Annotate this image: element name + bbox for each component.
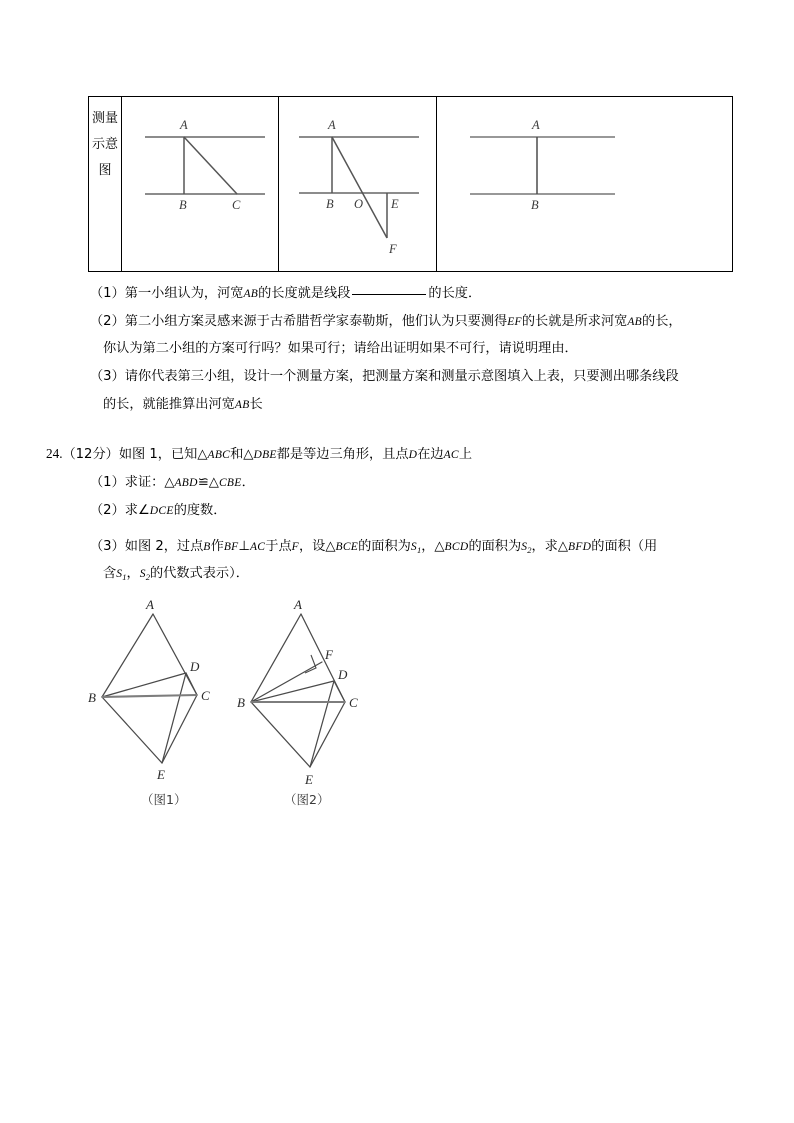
q24-text-b: 和△	[230, 447, 254, 462]
fig2-edge-CE	[310, 702, 345, 767]
q24-3-l2-text-b: ，	[126, 566, 140, 581]
q24-2-text-a: 求∠	[124, 503, 150, 518]
q24-3-text-b: 作	[210, 539, 224, 554]
vertex-label-B: B	[179, 198, 187, 212]
q24-3-italic-B: B	[203, 541, 211, 553]
q24-3-subscript-2: 2	[527, 545, 532, 555]
vertex-label-O: O	[354, 197, 364, 211]
q23-2-italic-EF: EF	[507, 316, 522, 328]
fig1-edge-AC	[153, 614, 197, 695]
vertex-label-C: C	[232, 198, 241, 212]
table-row	[89, 97, 733, 272]
fig1-edge-BC	[102, 695, 197, 697]
q24-3-text-j: 的面积（用	[591, 539, 658, 554]
fig2-edge-BE	[251, 702, 310, 767]
fig1-vertex-label-C: C	[201, 688, 210, 703]
q23-2-text-c: 的长，	[642, 314, 682, 329]
q24-3-l2-subscript-1: 1	[122, 572, 127, 582]
q24-3-l2-subscript-2: 2	[145, 572, 150, 582]
fig2-vertex-label-D: D	[338, 667, 348, 682]
scheme-2-cell	[279, 97, 437, 272]
q23-3-italic-AB: AB	[234, 399, 250, 411]
q24-3-text-f: 的面积为	[358, 539, 411, 554]
fig1-edge-DC	[186, 673, 197, 695]
q23-2-text-a: 第二小组方案灵感来源于古希腊哲学家泰勒斯，他们认为只要测得	[124, 314, 508, 329]
q24-1-italic-CBE: CBE	[218, 477, 242, 489]
q23-3-prefix: （3）	[90, 369, 125, 384]
q24-1-text-a: 求证：△	[124, 475, 175, 490]
q24-3-l2-text-a: 含	[103, 566, 117, 581]
fig2-edge-AB	[251, 614, 301, 702]
q24-italic-DBE: DBE	[253, 449, 277, 461]
fig1-edge-DE	[162, 673, 186, 763]
fig1-vertex-label-E: E	[157, 767, 165, 782]
fig2-vertex-label-B: B	[237, 695, 245, 710]
q24-3-prefix: （3）	[90, 539, 125, 554]
q24-3-text-e: ，设△	[298, 539, 336, 554]
segment-AC	[184, 137, 237, 194]
fig2-vertex-label-C: C	[349, 695, 358, 710]
q23-1-answer-blank[interactable]	[352, 294, 426, 295]
fig1-edge-BE	[102, 697, 162, 763]
question-24-2	[90, 502, 226, 520]
fig1-vertex-label-A: A	[146, 597, 154, 612]
q24-2-text-b: 的度数．	[173, 503, 227, 518]
figure-2-caption: （图2）	[284, 792, 330, 807]
q24-text-d: 在边	[417, 447, 444, 462]
row-header-char-1: 测量	[91, 111, 118, 126]
q23-3-text-a: 的长，就能推算出河宽	[103, 397, 235, 412]
question-24-1	[90, 474, 255, 492]
q23-3-text: 请你代表第三小组，设计一个测量方案，把测量方案和测量示意图填入上表，只要测出哪条线段	[124, 369, 679, 384]
q24-2-italic-DCE: DCE	[149, 505, 174, 517]
question-23-2-line-1	[90, 313, 682, 331]
q23-1-text-mid: 的长度就是线段	[258, 286, 351, 301]
vertex-label-F: F	[389, 242, 397, 256]
q24-1-text-b: ≌△	[197, 475, 219, 490]
q24-3-text-h: 的面积为	[468, 539, 522, 554]
q24-number: 24.	[46, 446, 63, 461]
row-header-cell	[89, 97, 122, 272]
question-23-3-line-2	[103, 396, 263, 414]
q24-text-e: 上	[458, 447, 473, 462]
question-23-3-line-1	[90, 368, 679, 385]
figure-1	[88, 597, 210, 782]
fig2-vertex-label-F: F	[325, 647, 333, 662]
fig2-edge-BF	[251, 662, 322, 702]
fig1-vertex-label-D: D	[190, 659, 200, 674]
q24-3-subscript-1: 1	[416, 545, 422, 555]
q23-1-text-before: 第一小组认为，河宽	[124, 286, 244, 301]
vertex-label-A: A	[532, 118, 540, 132]
q24-3-l2-text-c: 的代数式表示）．	[150, 566, 249, 581]
figure-2	[237, 597, 358, 787]
fig1-edge-CE	[162, 695, 197, 763]
fig1-edge-AB	[102, 614, 153, 697]
scheme-1-diagram	[122, 97, 276, 271]
figure-1-caption: （图1）	[141, 792, 187, 807]
row-header-char-3: 图	[98, 163, 112, 178]
question-24-3-line-2	[103, 565, 249, 586]
q24-3-perp-symbol: ⊥	[238, 539, 250, 554]
q24-text-a: 如图 1，已知△	[118, 447, 208, 462]
scheme-1-cell	[122, 97, 279, 272]
vertex-label-B: B	[531, 198, 539, 212]
question-23-1	[90, 285, 481, 303]
fig2-edge-DC	[334, 681, 345, 702]
q24-3-text-i: ，求△	[531, 539, 569, 554]
q23-1-italic-AB: AB	[243, 288, 259, 300]
fig1-edge-BD	[102, 673, 186, 697]
q23-1-text-after: 的长度．	[428, 286, 482, 301]
segment-AF	[332, 137, 387, 238]
q23-2-text-b: 的长就是所求河宽	[521, 314, 628, 329]
q24-3-symbol-S1: S	[410, 541, 417, 553]
scheme-2-diagram	[279, 97, 434, 271]
vertex-label-A: A	[328, 118, 336, 132]
q24-3-text-g: ，△	[421, 539, 445, 554]
q24-1-prefix: （1）	[90, 475, 125, 490]
measurement-scheme-table	[88, 96, 733, 272]
q24-3-italic-AC: AC	[249, 541, 266, 553]
q24-text-c: 都是等边三角形，且点	[276, 447, 409, 462]
q24-1-text-c: ．	[241, 475, 255, 490]
vertex-label-B: B	[326, 197, 334, 211]
question-24-stem	[46, 445, 472, 464]
q23-3-text-b: 长	[249, 397, 263, 412]
q24-3-l2-symbol-S1: S	[116, 568, 123, 580]
q23-2-prefix: （2）	[90, 314, 125, 329]
q23-2-italic-AB: AB	[627, 316, 643, 328]
vertex-label-A: A	[180, 118, 188, 132]
row-header-char-2: 示意	[91, 137, 118, 152]
fig2-edge-AC	[301, 614, 345, 702]
q24-italic-D: D	[408, 449, 418, 461]
row-header-vertical-text	[89, 97, 121, 184]
fig2-vertex-label-A: A	[294, 597, 302, 612]
q24-3-text-d: 于点	[265, 539, 292, 554]
q24-italic-ABC: ABC	[207, 449, 231, 461]
fig2-vertex-label-E: E	[305, 772, 313, 787]
q23-1-prefix: （1）	[90, 286, 125, 301]
fig2-right-angle-mark-at-F	[305, 655, 316, 673]
q24-3-italic-BF: BF	[223, 541, 239, 553]
scheme-3-diagram	[437, 97, 730, 271]
q24-3-italic-F: F	[291, 541, 299, 553]
q24-italic-AC: AC	[443, 449, 459, 461]
question-23-2-line-2: 你认为第二小组的方案可行吗？如果可行；请给出证明如果不可行，请说明理由．	[103, 341, 578, 356]
vertex-label-E: E	[391, 197, 399, 211]
q24-3-italic-BFD: BFD	[568, 541, 592, 553]
q24-score: （12分）	[62, 447, 119, 462]
scheme-3-cell	[437, 97, 733, 272]
q24-2-prefix: （2）	[90, 503, 125, 518]
question-24-3-line-1	[90, 538, 657, 559]
q24-3-italic-BCD: BCD	[444, 541, 469, 553]
q24-1-italic-ABD: ABD	[174, 477, 198, 489]
fig2-edge-DE	[310, 681, 334, 767]
q24-3-symbol-S2: S	[521, 541, 528, 553]
q24-3-italic-BCE: BCE	[335, 541, 359, 553]
fig1-vertex-label-B: B	[88, 690, 96, 705]
fig2-edge-BD	[251, 681, 334, 702]
q24-3-text-a: 如图 2，过点	[124, 539, 204, 554]
q24-3-l2-symbol-S2: S	[139, 568, 146, 580]
